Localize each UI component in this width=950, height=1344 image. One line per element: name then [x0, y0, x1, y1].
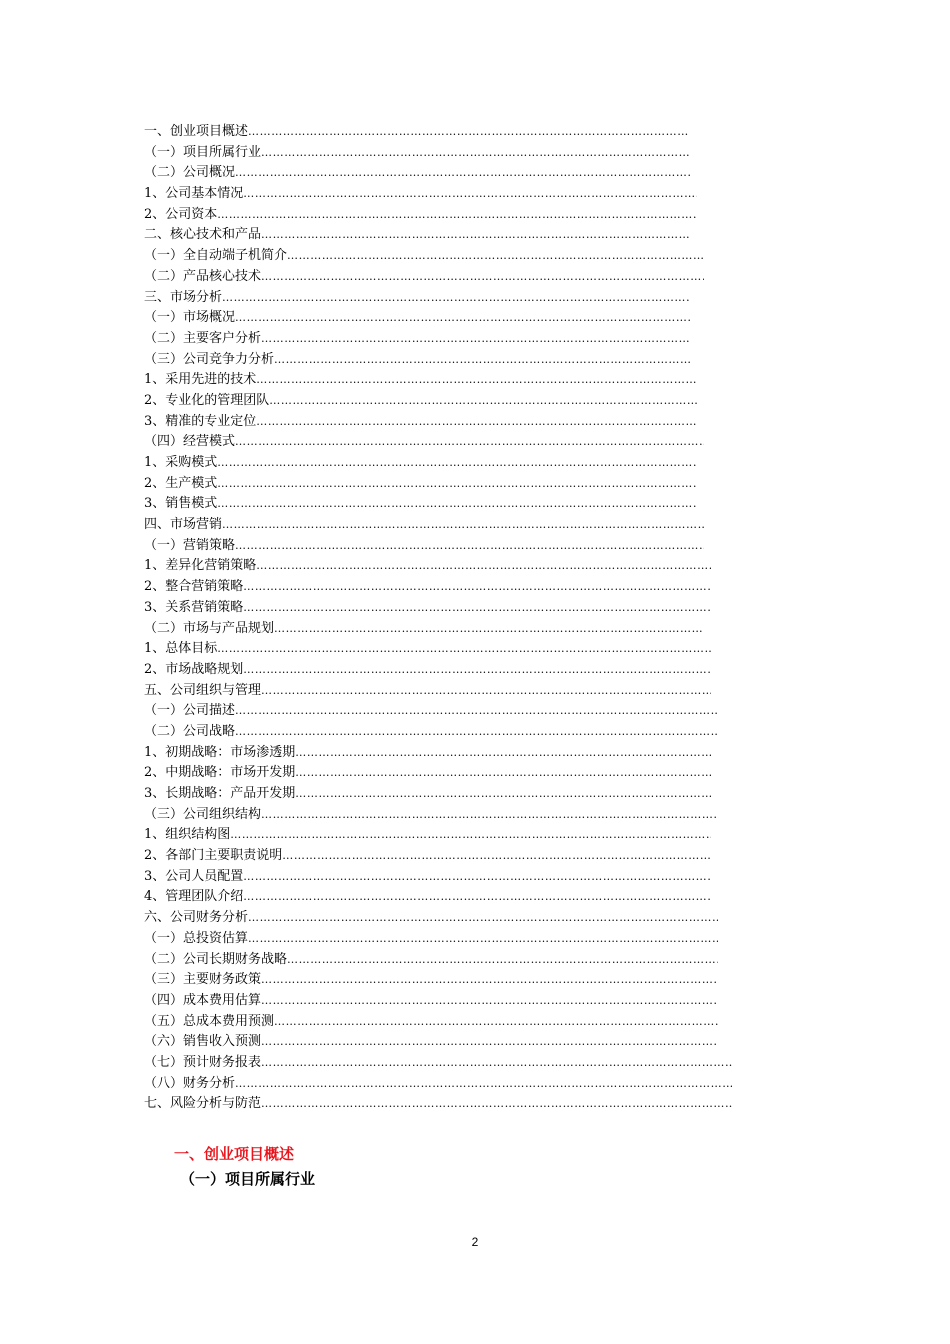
toc-leader-dots	[248, 122, 690, 143]
toc-entry-title: 3、关系营销策略	[144, 599, 244, 615]
toc-entry-title: 1、初期战略：市场渗透期	[144, 744, 296, 760]
toc-entry[interactable]	[144, 288, 690, 309]
toc-entry-title: 2、各部门主要职责说明	[144, 848, 283, 864]
toc-leader-dots	[235, 722, 718, 743]
toc-leader-dots	[217, 453, 697, 474]
toc-leader-dots	[222, 288, 690, 309]
toc-entry[interactable]	[144, 329, 690, 350]
toc-entry-title: 2、公司资本	[144, 206, 218, 222]
toc-entry-title: （二）公司战略	[144, 723, 236, 739]
toc-entry-title: 三、市场分析	[144, 289, 223, 305]
toc-entry-title: 2、整合营销策略	[144, 579, 244, 595]
toc-entry[interactable]	[144, 619, 704, 640]
toc-entry[interactable]	[144, 122, 690, 143]
toc-leader-dots	[217, 474, 697, 495]
toc-leader-dots	[217, 205, 697, 226]
toc-entry-title: （一）市场概况	[144, 310, 236, 326]
toc-entry-title: 七、风险分析与防范	[144, 1096, 262, 1112]
toc-entry[interactable]	[144, 205, 697, 226]
toc-entry-title: 2、市场战略规划	[144, 661, 244, 677]
toc-entry-title: （二）公司长期财务战略	[144, 951, 288, 967]
toc-entry[interactable]	[144, 722, 718, 743]
toc-leader-dots	[287, 950, 718, 971]
toc-leader-dots	[295, 743, 711, 764]
toc-leader-dots	[235, 701, 718, 722]
subsection-heading: （一）项目所属行业	[180, 1170, 316, 1188]
toc-entry[interactable]	[144, 763, 711, 784]
toc-entry-title: （七）预计财务报表	[144, 1054, 262, 1070]
toc-entry[interactable]	[144, 887, 711, 908]
toc-leader-dots	[261, 681, 711, 702]
toc-entry-title: 2、中期战略：市场开发期	[144, 765, 296, 781]
toc-leader-dots	[222, 515, 704, 536]
toc-leader-dots	[256, 556, 711, 577]
toc-entry-title: （八）财务分析	[144, 1075, 236, 1091]
toc-entry[interactable]	[144, 701, 718, 722]
toc-entry-title: 六、公司财务分析	[144, 910, 249, 926]
toc-entry[interactable]	[144, 1074, 732, 1095]
toc-entry-title: （一）总投资估算	[144, 930, 249, 946]
toc-entry[interactable]	[144, 536, 704, 557]
toc-leader-dots	[261, 1032, 718, 1053]
toc-leader-dots	[256, 370, 697, 391]
toc-entry-title: 3、精准的专业定位	[144, 413, 257, 429]
toc-entry-title: 1、采购模式	[144, 455, 218, 470]
toc-leader-dots	[261, 329, 690, 350]
toc-leader-dots	[248, 908, 718, 929]
toc-entry[interactable]	[144, 929, 718, 950]
toc-entry[interactable]	[144, 184, 697, 205]
toc-leader-dots	[243, 867, 711, 888]
toc-entry-title: 1、差异化营销策略	[144, 558, 257, 574]
toc-entry-title: （一）项目所属行业	[144, 144, 262, 160]
toc-leader-dots	[274, 619, 704, 640]
toc-leader-dots	[274, 350, 690, 371]
toc-leader-dots	[256, 412, 697, 433]
toc-entry-title: （一）全自动端子机简介	[144, 248, 288, 264]
toc-entry[interactable]	[144, 453, 697, 474]
toc-entry-title: 2、生产模式	[144, 475, 218, 491]
toc-entry[interactable]	[144, 577, 711, 598]
toc-entry[interactable]	[144, 1094, 732, 1115]
toc-leader-dots	[217, 494, 697, 515]
toc-leader-dots	[235, 536, 704, 557]
toc-entry[interactable]	[144, 970, 718, 991]
toc-entry-title: 1、总体目标	[144, 641, 218, 657]
toc-entry[interactable]	[144, 950, 718, 971]
toc-leader-dots	[235, 308, 690, 329]
toc-leader-dots	[295, 784, 711, 805]
toc-leader-dots	[282, 846, 711, 867]
toc-entry-title: （五）总成本费用预测	[144, 1013, 275, 1029]
toc-entry[interactable]	[144, 1032, 718, 1053]
toc-entry-title: （二）公司概况	[144, 165, 236, 181]
toc-leader-dots	[243, 660, 711, 681]
toc-leader-dots	[261, 805, 718, 826]
toc-entry-title: 3、销售模式	[144, 496, 218, 512]
toc-entry[interactable]	[144, 556, 711, 577]
toc-entry[interactable]	[144, 308, 690, 329]
toc-entry[interactable]	[144, 598, 711, 619]
toc-leader-dots	[217, 639, 711, 660]
toc-entry-title: 五、公司组织与管理	[144, 682, 262, 698]
toc-leader-dots	[248, 929, 718, 950]
toc-entry-title: （一）公司描述	[144, 703, 236, 719]
toc-entry-title: （一）营销策略	[144, 537, 236, 553]
toc-entry[interactable]	[144, 225, 690, 246]
toc-entry[interactable]	[144, 1053, 732, 1074]
toc-entry[interactable]	[144, 805, 718, 826]
toc-leader-dots	[261, 143, 690, 164]
toc-leader-dots	[243, 598, 711, 619]
toc-entry[interactable]	[144, 825, 711, 846]
toc-leader-dots	[261, 970, 718, 991]
toc-entry-title: （二）市场与产品规划	[144, 620, 275, 636]
toc-entry[interactable]	[144, 515, 704, 536]
toc-entry[interactable]	[144, 908, 718, 929]
toc-entry[interactable]	[144, 660, 711, 681]
toc-leader-dots	[261, 991, 718, 1012]
toc-entry[interactable]	[144, 639, 711, 660]
toc-entry[interactable]	[144, 350, 690, 371]
section-heading: 一、创业项目概述	[174, 1145, 295, 1163]
toc-leader-dots	[243, 184, 697, 205]
toc-entry[interactable]	[144, 846, 711, 867]
toc-entry[interactable]	[144, 494, 697, 515]
toc-entry[interactable]	[144, 1012, 718, 1033]
toc-entry-title: 一、创业项目概述	[144, 124, 249, 139]
toc-entry[interactable]	[144, 867, 711, 888]
toc-entry-title: （三）公司组织结构	[144, 806, 262, 822]
toc-entry-title: 二、核心技术和产品	[144, 227, 262, 243]
toc-entry[interactable]	[144, 370, 697, 391]
toc-entry[interactable]	[144, 267, 704, 288]
toc-entry[interactable]	[144, 743, 711, 764]
toc-entry[interactable]	[144, 991, 718, 1012]
toc-entry[interactable]	[144, 681, 711, 702]
toc-leader-dots	[287, 246, 704, 267]
toc-entry-title: （四）成本费用估算	[144, 992, 262, 1008]
toc-entry-title: （二）产品核心技术	[144, 268, 262, 284]
toc-leader-dots	[269, 391, 697, 412]
toc-leader-dots	[261, 1053, 732, 1074]
toc-entry-title: 2、专业化的管理团队	[144, 392, 270, 408]
toc-leader-dots	[230, 825, 711, 846]
toc-entry-title: （二）主要客户分析	[144, 330, 262, 346]
toc-leader-dots	[235, 432, 704, 453]
toc-leader-dots	[235, 163, 690, 184]
toc-entry[interactable]	[144, 412, 697, 433]
toc-entry-title: （四）经营模式	[144, 434, 236, 450]
toc-leader-dots	[235, 1074, 732, 1095]
toc-leader-dots	[243, 887, 711, 908]
toc-entry[interactable]	[144, 784, 711, 805]
toc-entry[interactable]	[144, 432, 704, 453]
toc-leader-dots	[261, 225, 690, 246]
toc-entry-title: 1、公司基本情况	[144, 186, 244, 202]
toc-entry[interactable]	[144, 246, 704, 267]
toc-leader-dots	[274, 1012, 718, 1033]
toc-entry-title: 4、管理团队介绍	[144, 889, 244, 905]
toc-entry-title: （三）主要财务政策	[144, 972, 262, 988]
toc-leader-dots	[261, 1094, 732, 1115]
toc-leader-dots	[295, 763, 711, 784]
toc-leader-dots	[261, 267, 704, 288]
toc-entry-title: 四、市场营销	[144, 517, 223, 533]
toc-entry-title: 1、组织结构图	[144, 827, 231, 843]
toc-entry[interactable]	[144, 143, 690, 164]
toc-entry-title: （三）公司竞争力分析	[144, 351, 275, 367]
toc-entry-title: 3、长期战略：产品开发期	[144, 786, 296, 801]
toc-entry-title: 1、采用先进的技术	[144, 372, 257, 388]
toc-entry-title: 3、公司人员配置	[144, 868, 244, 884]
toc-entry-title: （六）销售收入预测	[144, 1034, 262, 1050]
toc-entry[interactable]	[144, 391, 697, 412]
table-of-contents	[144, 122, 732, 1115]
page-number: 2	[471, 1235, 479, 1249]
toc-entry[interactable]	[144, 474, 697, 495]
toc-entry[interactable]	[144, 163, 690, 184]
toc-leader-dots	[243, 577, 711, 598]
